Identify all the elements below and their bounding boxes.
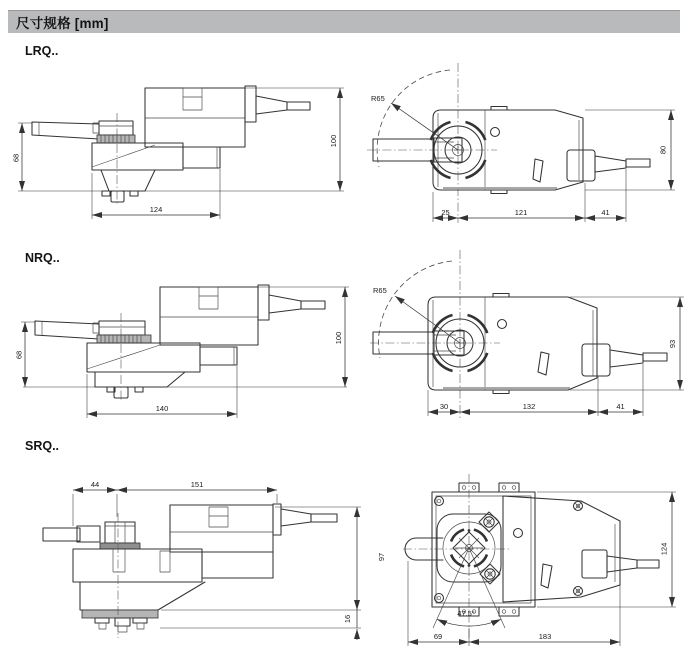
dim-label: 25	[441, 208, 450, 217]
angle-label: 47.5°	[457, 609, 475, 618]
dim-label: 16	[343, 614, 352, 624]
dim-label: 151	[190, 480, 204, 489]
dim-label: 80	[658, 145, 668, 155]
dim-label: 183	[538, 632, 552, 641]
dim-label: 132	[522, 402, 536, 411]
nrq-side-view-drawing	[15, 265, 360, 425]
dim-label: 41	[616, 402, 625, 411]
dim-label: 93	[668, 339, 677, 349]
series-label-lrq: LRQ..	[25, 44, 59, 58]
dim-label: 100	[334, 331, 343, 345]
page-title: 尺寸规格 [mm]	[16, 16, 109, 31]
dim-label: 124	[149, 205, 163, 214]
radius-label: R65	[373, 286, 387, 295]
dim-label: 68	[14, 350, 24, 360]
srq-side-view-drawing	[15, 458, 400, 650]
dim-label: 68	[11, 153, 21, 163]
nrq-top-view-drawing	[345, 240, 688, 430]
dim-label: 69	[433, 632, 443, 641]
dim-label: 121	[514, 208, 528, 217]
radius-label: R65	[371, 94, 385, 103]
dim-label: 30	[439, 402, 449, 411]
dim-label: 41	[601, 208, 610, 217]
section-header-bar	[8, 10, 680, 33]
srq-top-view-drawing	[395, 460, 688, 652]
dim-label: 124	[659, 542, 669, 556]
dim-label: 44	[90, 480, 100, 489]
dim-label: 97	[377, 552, 386, 562]
dim-label: 100	[329, 134, 338, 148]
series-label-nrq: NRQ..	[25, 251, 60, 265]
lrq-side-view-drawing	[11, 55, 347, 233]
lrq-top-view-drawing	[345, 55, 688, 235]
dim-label: 140	[155, 404, 169, 413]
series-label-srq: SRQ..	[25, 439, 60, 453]
